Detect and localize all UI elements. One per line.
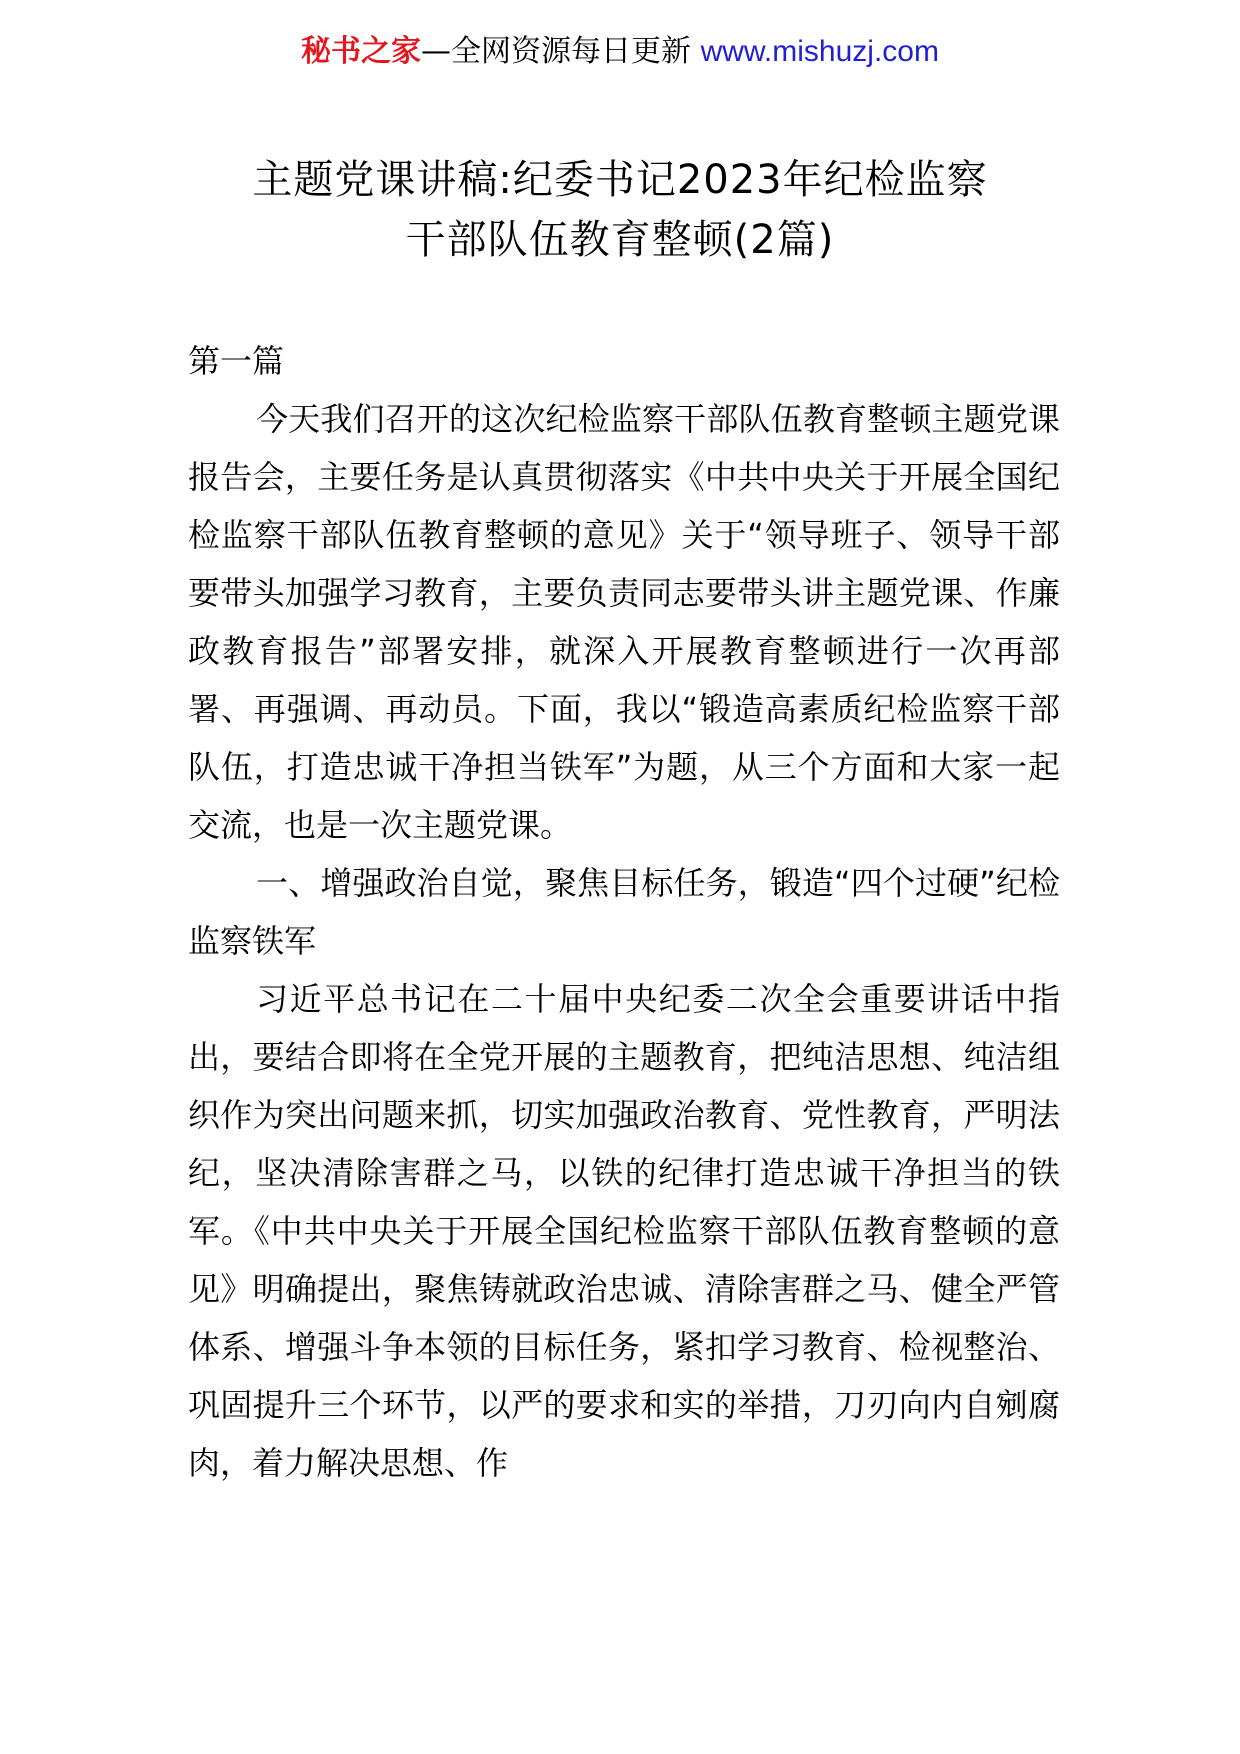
document-title	[160, 150, 1080, 270]
site-slogan: —全网资源每日更新	[421, 34, 692, 69]
paragraph-1: 今天我们召开的这次纪检监察干部队伍教育整顿主题党课报告会，主要任务是认真贯彻落实《中共中央关于开展全国纪检监察干部队伍教育整顿的意见》关于“领导班子、领导干部要带头加强学习教育，主要负责同志要带头讲主题党课、作廉政教育报告”部署安排，就深入开展教育整顿进行一次再部署、再强调、再动员。下面，我以“锻造高素质纪检监察干部队伍，打造忠诚干净担当铁军”为题，从三个方面和大家一起交流，也是一次主题党课。	[188, 400, 1060, 844]
site-header	[0, 30, 1240, 74]
document-body	[188, 332, 1060, 1492]
site-brand: 秘书之家	[301, 34, 422, 69]
document-title-line-2: 干部队伍教育整顿(2篇)	[405, 217, 835, 263]
paragraph-2: 习近平总书记在二十届中央纪委二次全会重要讲话中指出，要结合即将在全党开展的主题教育，把纯洁思想、纯洁组织作为突出问题来抓，切实加强政治教育、党性教育，严明法纪，坚决清除害群之马，以铁的纪律打造忠诚干净担当的铁军。《中共中央关于开展全国纪检监察干部队伍教育整顿的意见》明确提出，聚焦铸就政治忠诚、清除害群之马、健全严管体系、增强斗争本领的目标任务，紧扣学习教育、检视整治、巩固提升三个环节，以严的要求和实的举措，刀刃向内自剜腐肉，着力解决思想、作	[188, 980, 1060, 1482]
site-url-link[interactable]: www.mishuzj.com	[700, 35, 939, 68]
section-heading-1: 一、增强政治自觉，聚焦目标任务，锻造“四个过硬”纪检监察铁军	[188, 864, 1060, 960]
document-title-line-1: 主题党课讲稿:纪委书记2023年纪检监察	[252, 157, 988, 203]
section-label: 第一篇	[188, 342, 285, 380]
